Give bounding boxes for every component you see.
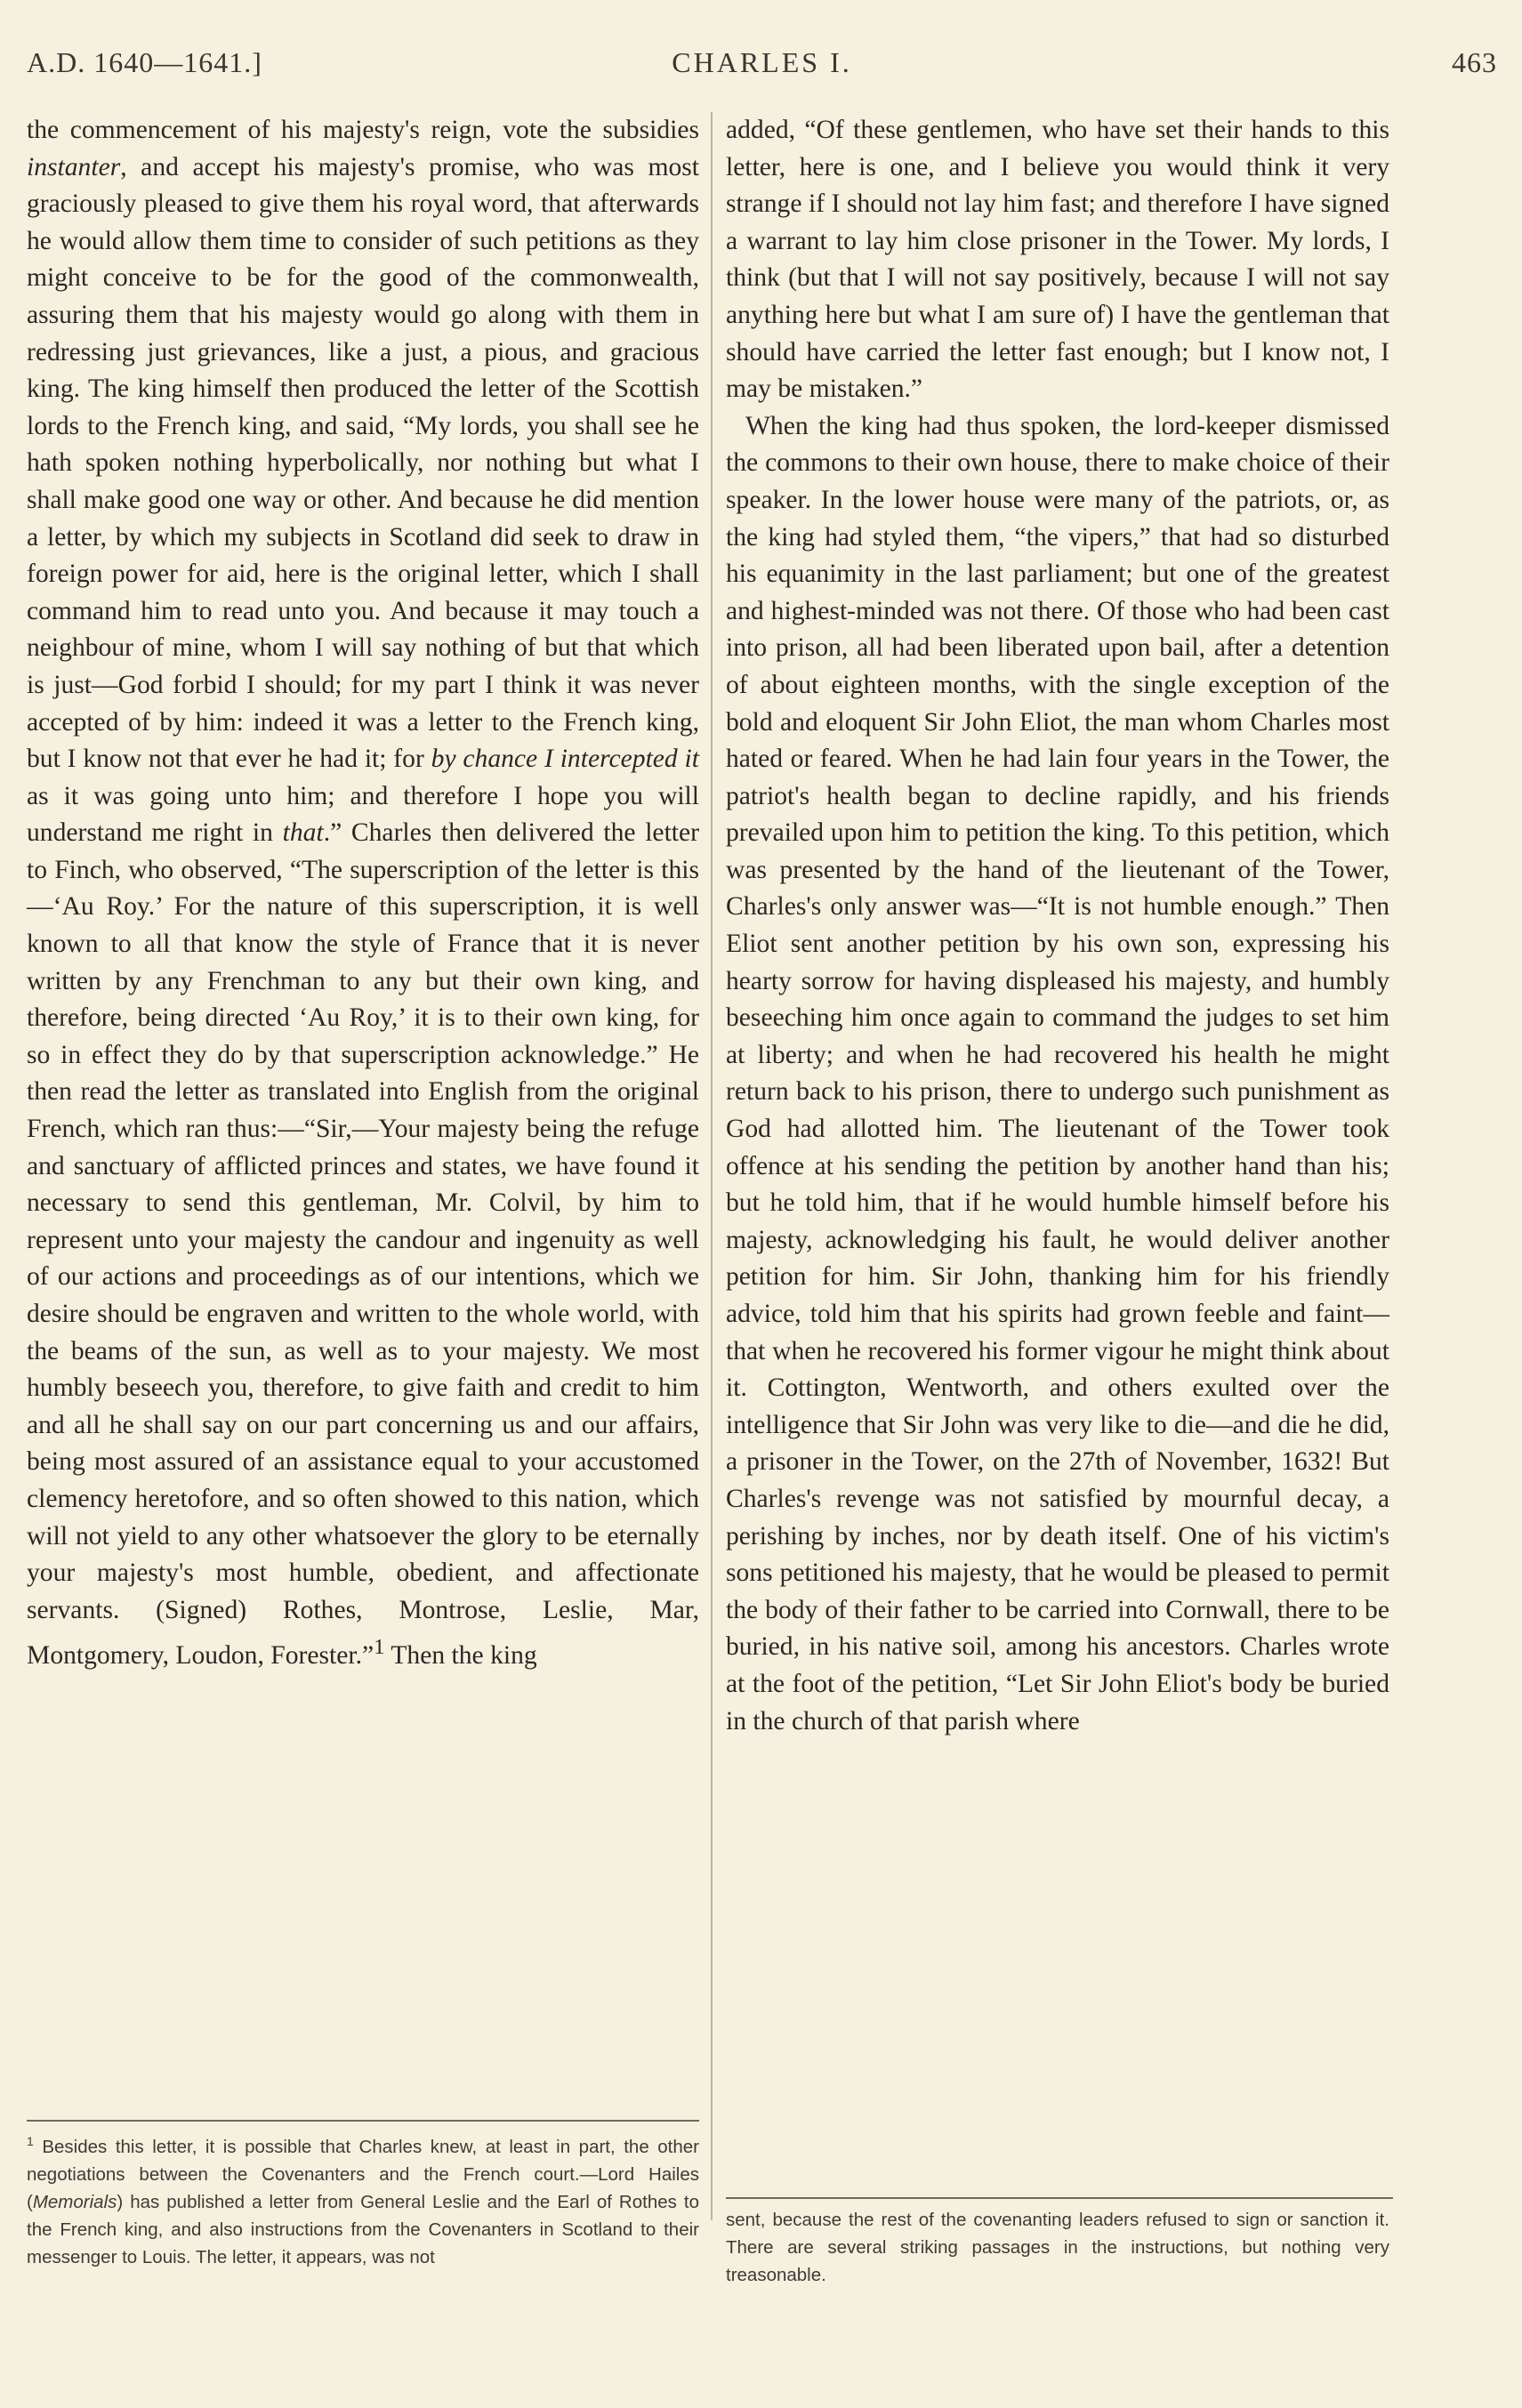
text-run: .” Charles then delivered the letter to Finch, who observed, “The superscription of the letter is this—‘Au Roy.’ For the nature of this superscription, it is well known to all that know the style of France that it is never written by any Frenchman to any but their own king, and therefore, being directed ‘Au Roy,’ it is to their own king, for so in effect they do by that superscription acknowledge.” He then read the letter as translated into English from the original French, which ran thus:—“Sir,—Your majesty being the refuge and sanctuary of afflicted princes and states, we have found it necessary to send this gentleman, Mr. Colvil, by him to represent unto your majesty the candour and ingenuity as well of our actions and proceedings as of our intentions, which we desire should be engraven and written to the whole world, with the beams of the sun, as well as to your majesty. We most humbly beseech you, therefore, to give faith and credit to him and all he shall say on our part concerning us and our affairs, being most assured of an assistance equal to your accustomed clemency heretofore, and so often showed to this nation, which will not yield to any other whatsoever the glory to be eternally your majesty's most humble, obedient, and affectionate servants. (Signed) Rothes, Montrose, Leslie, Mar, Montgomery, Loudon, Forester.”	[27, 818, 700, 1671]
footnote-rule-left	[27, 2120, 699, 2122]
footnote-left	[27, 2128, 699, 2271]
text-run: , and accept his majesty's promise, who was most graciously pleased to give them his royal word, that afterwards he would allow them time to consider of such petitions as they might conceive to be for the good of the commonwealth, assuring them that his majesty would go along with them in redressing just grievances, like a just, a pious, and gracious king. The king himself then produced the letter of the Scottish lords to the French king, and said, “My lords, you shall see he hath spoken nothing hyperbolically, nor nothing but what I shall make good one way or other. And because he did mention a letter, by which my subjects in Scotland did seek to draw in foreign power for aid, here is the original letter, which I shall command him to read unto you. And because it may touch a neighbour of mine, whom I will say nothing of but that which is just—God forbid I should; for my part I think it was never accepted of by him: indeed it was a letter to the French king, but I know not that ever he had it; for	[27, 152, 699, 774]
italic-run: that	[282, 818, 324, 848]
italic-run: by chance I intercepted it	[431, 745, 699, 774]
text-run: the commencement of his majesty's reign, vote the subsidies	[27, 116, 699, 144]
left-column-text	[27, 112, 699, 1675]
right-paragraph-1: added, “Of these gentlemen, who have set their hands to this letter, here is one, and I believe you would think it very strange if I should not lay him fast; and therefore I have signed a warrant to lay him close prisoner in the Tower. My lords, I think (but that I will not say positively, because I will not say anything here but what I am sure of) I have the gentleman that should have carried the letter fast enough; but I know not, I may be mistaken.”	[726, 116, 1389, 404]
footnote-mark: 1	[27, 2134, 34, 2148]
italic-run: instanter	[27, 152, 121, 181]
column-divider	[711, 112, 713, 2220]
text-run: Then the king	[384, 1641, 537, 1671]
footnote-reference[interactable]: 1	[374, 1635, 385, 1660]
running-header	[27, 46, 1497, 85]
left-column	[27, 112, 699, 1675]
right-paragraph-2: When the king had thus spoken, the lord-keeper dismissed the commons to their own house, there to make choice of their speaker. In the lower house were many of the patriots, or, as the king had styled them, “the vipers,” that had so disturbed his equanimity in the last parliament; but one of the greatest and highest-minded was not there. Of those who had been cast into prison, all had been liberated upon bail, after a detention of about eighteen months, with the single exception of the bold and eloquent Sir John Eliot, the man whom Charles most hated or feared. When he had lain four years in the Tower, the patriot's health began to decline rapidly, and his friends prevailed upon him to petition the king. To this petition, which was presented by the hand of the lieutenant of the Tower, Charles's only answer was—“It is not humble enough.” Then Eliot sent another petition by his own son, expressing his hearty sorrow for having displeased his majesty, and humbly beseeching him once again to command the judges to set him at liberty; and when he had recovered his health he might return back to his prison, there to undergo such punishment as God had allotted him. The lieutenant of the Tower took offence at his sending the petition by another hand than his; but he told him, that if he would humble himself before his majesty, acknowledging his fault, he would deliver another petition for him. Sir John, thanking him for his friendly advice, told him that his spirits had grown feeble and faint—that when he recovered his former vigour he might think about it. Cottington, Wentworth, and others exulted over the intelligence that Sir John was very like to die—and die he did, a prisoner in the Tower, on the 27th of November, 1632! But Charles's revenge was not satisfied by mournful decay, a perishing by inches, nor by death itself. One of his victim's sons petitioned his majesty, that he would be pleased to permit the body of their father to be carried into Cornwall, there to be buried, in his native soil, among his ancestors. Charles wrote at the foot of the petition, “Let Sir John Eliot's body be buried in the church of that parish where	[726, 411, 1389, 1736]
header-title: CHARLES I.	[672, 46, 852, 78]
footnote-italic: Memorials	[32, 2191, 117, 2212]
footnote-text: sent, because the rest of the covenanting leaders refused to sign or sanction it. There are several striking passages in the instructions, but nothing very treasonable.	[726, 2210, 1389, 2285]
page-number: 463	[1452, 46, 1497, 78]
text-run: as it was going unto him; and therefore I hope you will understand me right in	[27, 781, 699, 848]
footnote-text: ) has published a letter from General Leslie and the Earl of Rothes to the French king, and also instructions from the Covenanters in Scotland to their messenger to Louis. The letter, it appears, was not	[27, 2191, 699, 2267]
footnote-right	[726, 2206, 1389, 2289]
header-date-range: A.D. 1640—1641.]	[27, 46, 262, 78]
footnote-text: Besides this letter, it is possible that Charles knew, at least in part, the other negotiations between the Covenanters and the French court.—Lord Hailes (	[27, 2136, 699, 2212]
footnote-rule-right	[726, 2197, 1393, 2199]
right-column	[726, 112, 1389, 1740]
